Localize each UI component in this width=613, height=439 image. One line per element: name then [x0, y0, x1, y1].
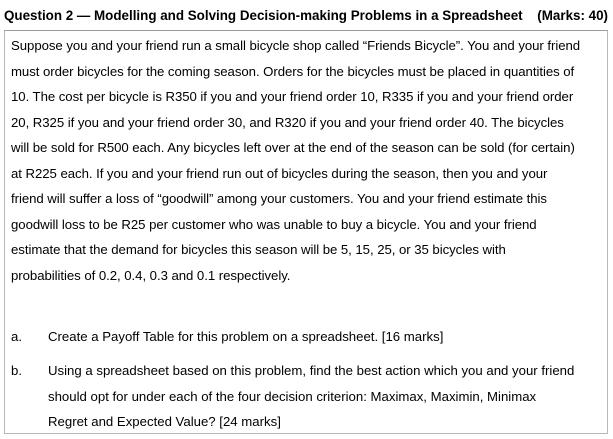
task-marker: b.: [11, 363, 22, 378]
task-item-a: [5, 324, 607, 358]
paragraph-line: 10. The cost per bicycle is R350 if you and your friend order 10, R335 if you and your friend order: [11, 89, 574, 104]
task-line: Regret and Expected Value? [24 marks]: [48, 414, 281, 429]
question-heading: [4, 8, 608, 26]
task-list: [5, 324, 607, 436]
task-line: Using a spreadsheet based on this problem, find the best action which you and your friend: [48, 363, 575, 378]
paragraph-line: at R225 each. If you and your friend run out of bicycles during the season, then you and your: [11, 165, 548, 181]
paragraph-line: Suppose you and your friend run a small bicycle shop called “Friends Bicycle”. You and your friend: [11, 38, 581, 53]
paragraph-line: will be sold for R500 each. Any bicycles left over at the end of the season can be sold (for certain): [11, 140, 575, 155]
paragraph-line: must order bicycles for the coming season. Orders for the bicycles must be placed in quantities of: [11, 63, 575, 79]
question-marks: (Marks: 40): [537, 8, 608, 23]
question-paragraph: [11, 33, 603, 288]
question-box: [4, 30, 608, 434]
paragraph-line: friend will suffer a loss of “goodwill” among your customers. You and your friend estimate this: [11, 191, 547, 206]
task-line: Create a Payoff Table for this problem on a spreadsheet. [16 marks]: [48, 329, 444, 344]
paragraph-line: probabilities of 0.2, 0.4, 0.3 and 0.1 respectively.: [11, 267, 291, 283]
question-title: Question 2 — Modelling and Solving Decision-making Problems in a Spreadsheet: [4, 8, 523, 23]
paragraph-line: 20, R325 if you and your friend order 30, and R320 if you and your friend order 40. The bicycles: [11, 114, 564, 130]
task-body: [48, 358, 604, 435]
task-line: should opt for under each of the four decision criterion: Maximax, Maximin, Minimax: [48, 388, 537, 404]
task-item-b: [5, 358, 607, 436]
task-body: [48, 324, 604, 350]
paragraph-line: estimate that the demand for bicycles this season will be 5, 15, 25, or 35 bicycles with: [11, 242, 506, 257]
task-marker: a.: [11, 329, 22, 344]
paragraph-line: goodwill loss to be R25 per customer who was unable to buy a bicycle. You and your friend: [11, 216, 537, 232]
